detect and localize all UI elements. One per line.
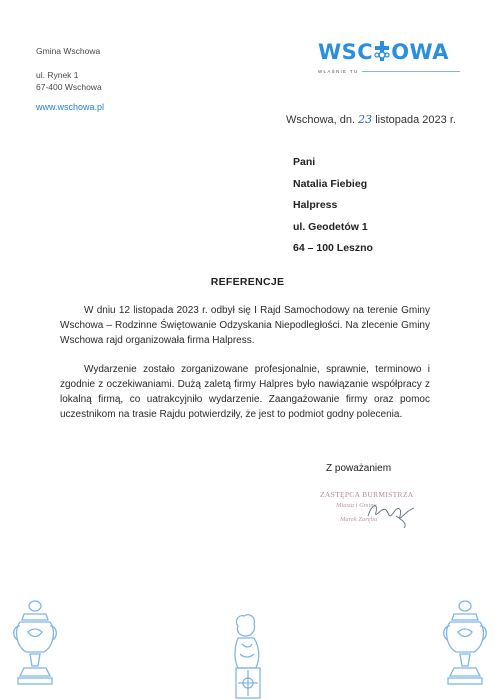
recipient-name: Natalia Fiebieg: [293, 177, 368, 190]
wschowa-logo: [318, 40, 460, 74]
sender-website-link[interactable]: www.wschowa.pl: [36, 102, 105, 112]
recipient-city: 64 – 100 Leszno: [293, 242, 373, 254]
stamp-signatory: Marek Zaręba: [340, 516, 378, 523]
paragraph-2-text: Wydarzenie zostało zorganizowane profesjonalnie, sprawnie, terminowo i zgodnie z oczekiwaniami. Dużą zaletą firmy Halpres było nawiązanie współpracy z lokalną firmą, co uatrakcyjniło wydarzenie. Zaangażowanie firmy oraz pomoc uczestnikom na trasie Rajdu potwierdziły, że jest to podmiot godny polecenia.: [60, 364, 430, 420]
logo-word-right: OWA: [391, 40, 450, 64]
logo-tagline: WŁAŚNIE TU: [318, 69, 359, 74]
handwritten-signature: [312, 486, 452, 536]
sender-street: ul. Rynek 1: [36, 70, 79, 80]
paragraph-1: [60, 303, 430, 348]
date-prefix: Wschowa, dn.: [286, 114, 356, 126]
urn-ornament-left-icon: [10, 596, 60, 688]
sender-address: [36, 45, 102, 93]
paragraph-1-text: W dniu 12 listopada 2023 r. odbył się I Rajd Samochodowy na terenie Gminy Wschowa – Rodzinne Świętowanie Odzyskania Niepodległości. Na zlecenie Gminy Wschowa rajd organizowała firma Halpress.: [60, 305, 430, 346]
date-suffix: listopada 2023 r.: [375, 114, 456, 126]
date-day: 23: [358, 113, 373, 126]
paragraph-2: [60, 362, 430, 422]
stamp-office: Miasta i Gminy: [336, 502, 377, 509]
recipient-company: Halpress: [293, 199, 338, 211]
recipient-street: ul. Geodetów 1: [293, 220, 368, 233]
sender-name: Gmina Wschowa: [36, 46, 101, 56]
letter-date: [286, 113, 456, 126]
urn-ornament-right-icon: [440, 596, 490, 688]
sender-city: 67-400 Wschowa: [36, 82, 102, 92]
stamp-title: ZASTĘPCA BURMISTRZA: [320, 490, 414, 499]
recipient-salutation: Pani: [293, 156, 316, 168]
official-stamp: [312, 486, 452, 536]
cross-icon: [373, 40, 391, 67]
tagline-divider: [362, 71, 460, 72]
closing-regards: Z poważaniem: [326, 463, 392, 474]
letter-title: REFERENCJE: [210, 276, 285, 288]
recipient-address: [293, 152, 373, 260]
lion-ornament-icon: [224, 608, 272, 700]
logo-word-left: WSC: [318, 40, 374, 64]
